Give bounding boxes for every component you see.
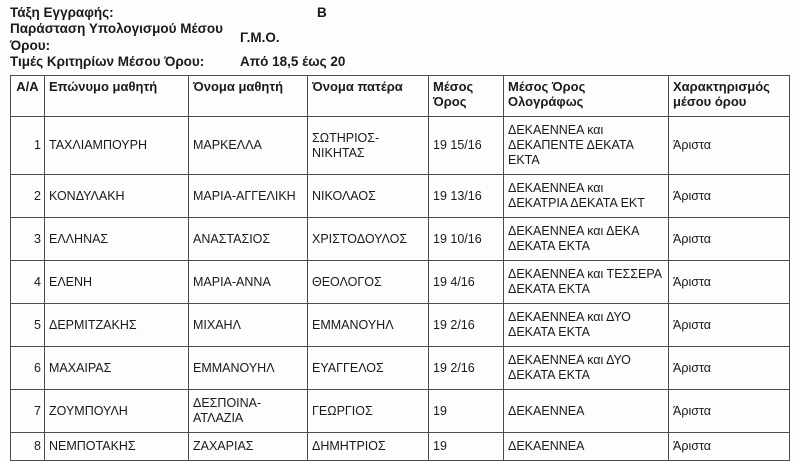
cell-aa: 6 <box>11 347 45 390</box>
cell-first-name: ΑΝΑΣΤΑΣΙΟΣ <box>189 218 308 261</box>
cell-first-name: ΖΑΧΑΡΙΑΣ <box>189 433 308 461</box>
cell-average: 19 10/16 <box>429 218 504 261</box>
grades-table-body <box>11 117 790 461</box>
student-row <box>11 433 790 461</box>
field-value: Β <box>317 5 327 20</box>
field-label: Τάξη Εγγραφής: <box>10 5 114 20</box>
cell-father-name: ΘΕΟΛΟΓΟΣ <box>308 261 429 304</box>
cell-characterization: Άριστα <box>669 218 790 261</box>
cell-first-name: ΜΑΡΚΕΛΛΑ <box>189 117 308 175</box>
student-row <box>11 218 790 261</box>
cell-first-name: ΜΑΡΙΑ-ΑΓΓΕΛΙΚΗ <box>189 175 308 218</box>
cell-aa: 5 <box>11 304 45 347</box>
cell-aa: 7 <box>11 390 45 433</box>
cell-average: 19 2/16 <box>429 304 504 347</box>
header-characterization: Χαρακτηρισμός μέσου όρου <box>669 76 790 117</box>
header-average: Μέσος Όρος <box>429 76 504 117</box>
cell-first-name: ΜΙΧΑΗΛ <box>189 304 308 347</box>
cell-first-name: ΕΜΜΑΝΟΥΗΛ <box>189 347 308 390</box>
student-row <box>11 304 790 347</box>
cell-characterization: Άριστα <box>669 347 790 390</box>
cell-aa: 2 <box>11 175 45 218</box>
field-label: Παράσταση Υπολογισμού Μέσου Όρου: <box>10 21 223 53</box>
cell-surname: ΤΑΧΛΙΑΜΠΟΥΡΗ <box>45 117 189 175</box>
cell-father-name: ΕΥΑΓΓΕΛΟΣ <box>308 347 429 390</box>
cell-average: 19 <box>429 390 504 433</box>
student-row <box>11 117 790 175</box>
cell-surname: ΕΛΛΗΝΑΣ <box>45 218 189 261</box>
cell-average-words: ΔΕΚΑΕΝΝΕΑ και ΔΕΚΑΤΡΙΑ ΔΕΚΑΤΑ ΕΚΤ <box>504 175 669 218</box>
cell-father-name: ΓΕΩΡΓΙΟΣ <box>308 390 429 433</box>
document-meta <box>0 0 800 75</box>
cell-average: 19 15/16 <box>429 117 504 175</box>
cell-father-name: ΔΗΜΗΤΡΙΟΣ <box>308 433 429 461</box>
cell-average-words: ΔΕΚΑΕΝΝΕΑ και ΤΕΣΣΕΡΑ ΔΕΚΑΤΑ ΕΚΤΑ <box>504 261 669 304</box>
cell-aa: 4 <box>11 261 45 304</box>
cell-characterization: Άριστα <box>669 304 790 347</box>
cell-aa: 3 <box>11 218 45 261</box>
header-average-words: Μέσος Όρος Ολογράφως <box>504 76 669 117</box>
cell-average-words: ΔΕΚΑΕΝΝΕΑ και ΔΕΚΑ ΔΕΚΑΤΑ ΕΚΤΑ <box>504 218 669 261</box>
student-row <box>11 390 790 433</box>
cell-average-words: ΔΕΚΑΕΝΝΕΑ <box>504 433 669 461</box>
cell-surname: ΔΕΡΜΙΤΖΑΚΗΣ <box>45 304 189 347</box>
field-average-criteria <box>10 54 800 70</box>
student-row <box>11 175 790 218</box>
student-row <box>11 261 790 304</box>
cell-surname: ΝΕΜΠΟΤΑΚΗΣ <box>45 433 189 461</box>
header-row <box>11 76 790 117</box>
cell-first-name: ΔΕΣΠΟΙΝΑ-ΑΤΛΑΖΙΑ <box>189 390 308 433</box>
student-row <box>11 347 790 390</box>
cell-surname: ΖΟΥΜΠΟΥΛΗ <box>45 390 189 433</box>
cell-father-name: ΕΜΜΑΝΟΥΗΛ <box>308 304 429 347</box>
cell-average-words: ΔΕΚΑΕΝΝΕΑ και ΔΥΟ ΔΕΚΑΤΑ ΕΚΤΑ <box>504 347 669 390</box>
cell-father-name: ΣΩΤΗΡΙΟΣ-ΝΙΚΗΤΑΣ <box>308 117 429 175</box>
cell-characterization: Άριστα <box>669 261 790 304</box>
header-father-name: Όνομα πατέρα <box>308 76 429 117</box>
cell-father-name: ΧΡΙΣΤΟΔΟΥΛΟΣ <box>308 218 429 261</box>
cell-average: 19 13/16 <box>429 175 504 218</box>
cell-characterization: Άριστα <box>669 175 790 218</box>
cell-first-name: ΜΑΡΙΑ-ΑΝΝΑ <box>189 261 308 304</box>
cell-aa: 1 <box>11 117 45 175</box>
header-surname: Επώνυμο μαθητή <box>45 76 189 117</box>
header-aa: Α/Α <box>11 76 45 117</box>
cell-aa: 8 <box>11 433 45 461</box>
cell-characterization: Άριστα <box>669 117 790 175</box>
grades-table-header <box>11 76 790 117</box>
cell-surname: ΜΑΧΑΙΡΑΣ <box>45 347 189 390</box>
field-label: Τιμές Κριτηρίων Μέσου Όρου: <box>10 54 205 70</box>
cell-surname: ΕΛΕΝΗ <box>45 261 189 304</box>
header-first-name: Όνομα μαθητή <box>189 76 308 117</box>
cell-average: 19 <box>429 433 504 461</box>
cell-average: 19 2/16 <box>429 347 504 390</box>
field-average-calculation <box>10 21 800 54</box>
cell-characterization: Άριστα <box>669 390 790 433</box>
field-registration-class <box>10 5 800 21</box>
cell-father-name: ΝΙΚΟΛΑΟΣ <box>308 175 429 218</box>
cell-surname: ΚΟΝΔΥΛΑΚΗ <box>45 175 189 218</box>
cell-average-words: ΔΕΚΑΕΝΝΕΑ και ΔΥΟ ΔΕΚΑΤΑ ΕΚΤΑ <box>504 304 669 347</box>
field-value: Γ.Μ.Ο. <box>240 29 280 45</box>
grades-table <box>10 75 790 461</box>
cell-average: 19 4/16 <box>429 261 504 304</box>
cell-average-words: ΔΕΚΑΕΝΝΕΑ και ΔΕΚΑΠΕΝΤΕ ΔΕΚΑΤΑ ΕΚΤΑ <box>504 117 669 175</box>
cell-characterization: Άριστα <box>669 433 790 461</box>
field-value: Από 18,5 έως 20 <box>240 54 346 70</box>
cell-average-words: ΔΕΚΑΕΝΝΕΑ <box>504 390 669 433</box>
